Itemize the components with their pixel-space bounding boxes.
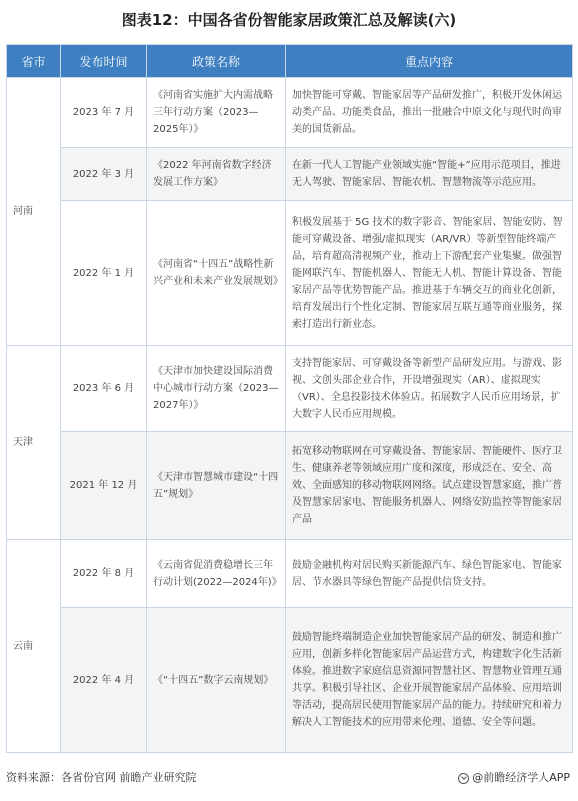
- policy-name-cell: 《河南省“十四五”战略性新兴产业和未来产业发展规划》: [147, 201, 286, 346]
- chart-title: 图表12：中国各省份智能家居政策汇总及解读(六): [121, 11, 457, 29]
- policy-table: [6, 44, 573, 753]
- table-row: [7, 540, 573, 608]
- header-date: 发布时间: [61, 45, 147, 78]
- policy-name-cell: 《“十四五”数字云南规划》: [147, 608, 286, 753]
- source-note: 资料来源：各省份官网 前瞻产业研究院: [6, 771, 197, 784]
- date-cell: 2023 年 6 月: [61, 346, 147, 432]
- table-row: [7, 608, 573, 753]
- table-row: [7, 148, 573, 201]
- policy-name-cell: 《天津市智慧城市建设“十四五”规划》: [147, 432, 286, 540]
- header-policy-name: 政策名称: [147, 45, 286, 78]
- date-cell: 2022 年 3 月: [61, 148, 147, 201]
- policy-name-cell: 《河南省实施扩大内需战略三年行动方案（2023—2025年）》: [147, 78, 286, 148]
- date-cell: 2022 年 4 月: [61, 608, 147, 753]
- content-cell: 加快智能可穿戴、智能家居等产品研发推广，积极开发休闲运动类产品、功能类食品，推出一批融合中原文化与现代时尚审美的国货新品。: [286, 78, 573, 148]
- table-row: [7, 346, 573, 432]
- policy-name-cell: 《2022 年河南省数字经济发展工作方案》: [147, 148, 286, 201]
- content-cell: 鼓励金融机构对居民购买新能源汽车、绿色智能家电、智能家居、节水器具等绿色智能产品提供信贷支持。: [286, 540, 573, 608]
- date-cell: 2022 年 1 月: [61, 201, 147, 346]
- header-key-content: 重点内容: [286, 45, 573, 78]
- province-cell: 天津: [7, 346, 61, 540]
- policy-name-cell: 《云南省促消费稳增长三年行动计划(2022—2024年)》: [147, 540, 286, 608]
- content-cell: 支持智能家居、可穿戴设备等新型产品研发应用。与游戏、影视、文创头部企业合作，开设增强现实（AR）、虚拟现实（VR）、全息投影技术体验店。拓展数字人民币应用场景，扩大数字人民币应用规模。: [286, 346, 573, 432]
- table-row: [7, 432, 573, 540]
- content-cell: 在新一代人工智能产业领域实施“智能+”应用示范项目，推进无人驾驶、智能家居、智能农机、智慧物流等示范应用。: [286, 148, 573, 201]
- content-cell: 拓宽移动物联网在可穿戴设备、智能家居、智能硬件、医疗卫生、健康养老等领域应用广度和深度，形成泛在、安全、高效、全面感知的移动物联网网络。试点建设智慧家庭，推广普及智慧家居家电、智能服务机器人、网络安防监控等智能家居产品: [286, 432, 573, 540]
- date-cell: 2023 年 7 月: [61, 78, 147, 148]
- credit-line: [458, 770, 570, 786]
- content-cell: 积极发展基于 5G 技术的数字影音、智能家居、智能安防、智能可穿戴设备、增强/虚拟现实（AR/VR）等新型智能终端产品，培育超高清视频产业，推动上下游配套产业集聚。做强智能网联汽车、智能机器人、智能无人机、智能计算设备、智能家居产品等优势智能产品。推进基于车辆交互的商业化创新，培育发展出行个性化定制、智能家居互联互通等商业服务，探索打造出行新业态。: [286, 201, 573, 346]
- policy-name-cell: 《天津市加快建设国际消费中心城市行动方案（2023—2027年）》: [147, 346, 286, 432]
- province-cell: 云南: [7, 540, 61, 753]
- table-header-row: [7, 45, 573, 78]
- table-row: [7, 201, 573, 346]
- date-cell: 2021 年 12 月: [61, 432, 147, 540]
- content-cell: 鼓励智能终端制造企业加快智能家居产品的研发、制造和推广应用，创新多样化智能家居产品运营方式，构建数字化生活新体验。推进数字家庭信息资源同智慧社区、智慧物业管理互通共享。积极引导社区、企业开展智能家居产品体验、应用培训等活动，提高居民使用智能家居产品的能力。持续研究和着力解决人工智能技术的应用带来伦理、道德、安全等问题。: [286, 608, 573, 753]
- date-cell: 2022 年 8 月: [61, 540, 147, 608]
- credit-text: @前瞻经济学人APP: [472, 771, 570, 784]
- header-province: 省市: [7, 45, 61, 78]
- brand-logo-icon: [458, 773, 469, 784]
- province-cell: 河南: [7, 78, 61, 346]
- table-row: [7, 78, 573, 148]
